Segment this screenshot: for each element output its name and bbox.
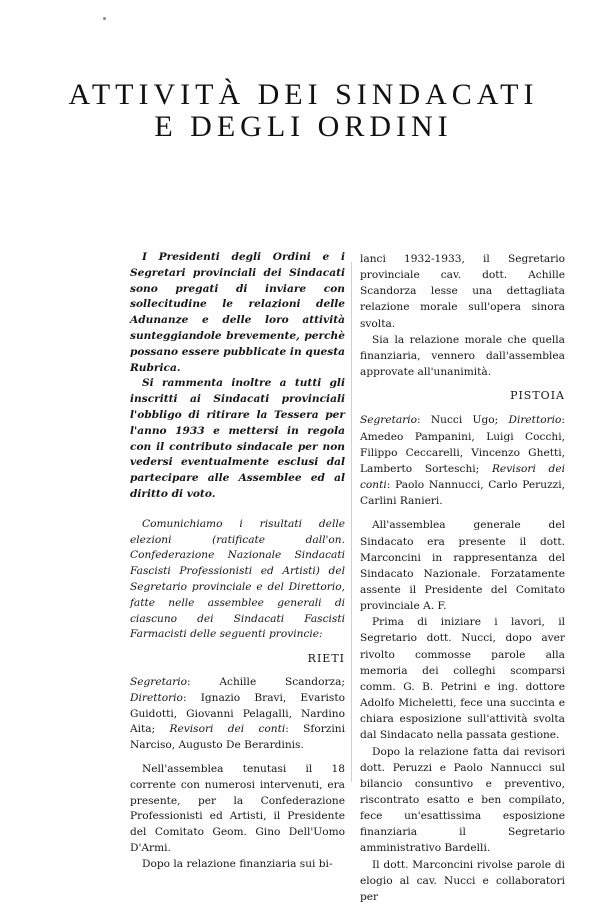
segretario-value: : Nucci Ugo; — [417, 414, 509, 427]
pistoia-audit-paragraph: Dopo la relazione fatta dai revisori dott. Peruzzi e Paolo Nannucci sul bilancio consuntivo e preventivo, riscontrato esatto e ben compilato, fece un'esattissima esposizione finanziaria il Segretario amministrativo Bardelli. — [360, 745, 565, 855]
page-title-line-1: ATTIVITÀ DEI SINDACATI — [68, 78, 539, 111]
segretario-label: Segretario — [130, 675, 188, 688]
right-column — [360, 251, 565, 905]
pistoia-officers — [360, 412, 565, 509]
rieti-assembly-paragraph: Nell'assemblea tenutasi il 18 corrente con numerosi intervenuti, era presente, per la Confederazione Professionisti ed Artisti, il Presidente del Comitato Geom. Gino Dell'Uomo D'Armi. — [130, 762, 345, 854]
rieti-continuation-paragraph: lanci 1932-1933, il Segretario provinciale cav. dott. Achille Scandorza lesse una dettagliata relazione morale sull'opera sinora svolta. — [360, 253, 565, 330]
page-title-line-2: E DEGLI ORDINI — [154, 110, 453, 143]
direttorio-label: Direttorio — [130, 691, 183, 704]
revisori-value: : Sforzini Narciso, Augusto De Berardinis. — [130, 723, 345, 752]
segretario-label: Segretario — [360, 414, 418, 427]
revisori-label: Revisori dei conti — [360, 462, 565, 492]
pistoia-opening-paragraph: Prima di iniziare i lavori, il Segretario dott. Nucci, dopo aver rivolto commosse parole alla memoria dei colleghi scomparsi comm. G. B. Petrini e ing. dottore Adolfo Micheletti, fece una succinta e chiara esposizione sull'attività svolta dal Sindacato nella passata gestione. — [360, 616, 565, 742]
revisori-value: : Paolo Nannucci, Carlo Peruzzi, Carlini Ranieri. — [360, 479, 565, 508]
scan-speck — [103, 17, 106, 20]
intro-notice: I Presidenti degli Ordini e i Segretari provinciali dei Sindacati sono pregati di inviare con sollecitudine le relazioni delle Adunanze e delle loro attività sunteggiandole brevemente, perchè possano essere pubblicate in questa Rubrica. — [130, 251, 345, 374]
left-column — [130, 250, 345, 872]
rieti-approval-paragraph: Sia la relazione morale che quella finanziaria, vennero dall'assemblea approvate all'unanimità. — [360, 333, 565, 379]
column-separator — [351, 262, 352, 782]
pistoia-closing-paragraph: Il dott. Marconcini rivolse parole di elogio al cav. Nucci e collaboratori per — [360, 858, 565, 903]
elections-announcement: Comunichiamo i risultati delle elezioni (ratificate dall'on. Confederazione Nazionale Sindacati Fascisti Professionisti ed Artisti) del Segretario provinciale e del Direttorio, fatte nelle assemblee generali di ciascuno dei Sindacati Fascisti Farmacisti delle seguenti provincie: — [130, 517, 345, 641]
section-heading-rieti: RIETI — [307, 652, 345, 666]
direttorio-label: Direttorio — [508, 414, 562, 427]
rieti-officers — [130, 675, 345, 754]
segretario-value: : Achille Scandorza; — [187, 675, 345, 688]
direttorio-value: : Amedeo Pampanini, Luigi Cocchi, Filippo Ceccarelli, Vincenzo Ghetti, Lamberto Sorteschi; — [360, 414, 565, 475]
section-heading-pistoia: PISTOIA — [510, 389, 565, 403]
revisori-label: Revisori dei conti — [169, 723, 286, 736]
direttorio-value: : Ignazio Bravi, Evaristo Guidotti, Giovanni Pelagalli, Nardino Aita; — [130, 691, 345, 736]
rieti-financial-paragraph: Dopo la relazione finanziaria sui bi- — [142, 857, 333, 870]
membership-notice: Si rammenta inoltre a tutti gli inscritti ai Sindacati provinciali l'obbligo di ritirare la Tessera per l'anno 1933 e mettersi in regola con il contributo sindacale per non vedersi eventualmente esclusi dal partecipare alle Assemblee ed al diritto di voto. — [130, 377, 345, 500]
pistoia-assembly-paragraph: All'assemblea generale del Sindacato era presente il dott. Marconcini in rappresentanza del Sindacato Nazionale. Forzatamente assente il Presidente del Comitato provinciale A. F. — [360, 519, 565, 613]
